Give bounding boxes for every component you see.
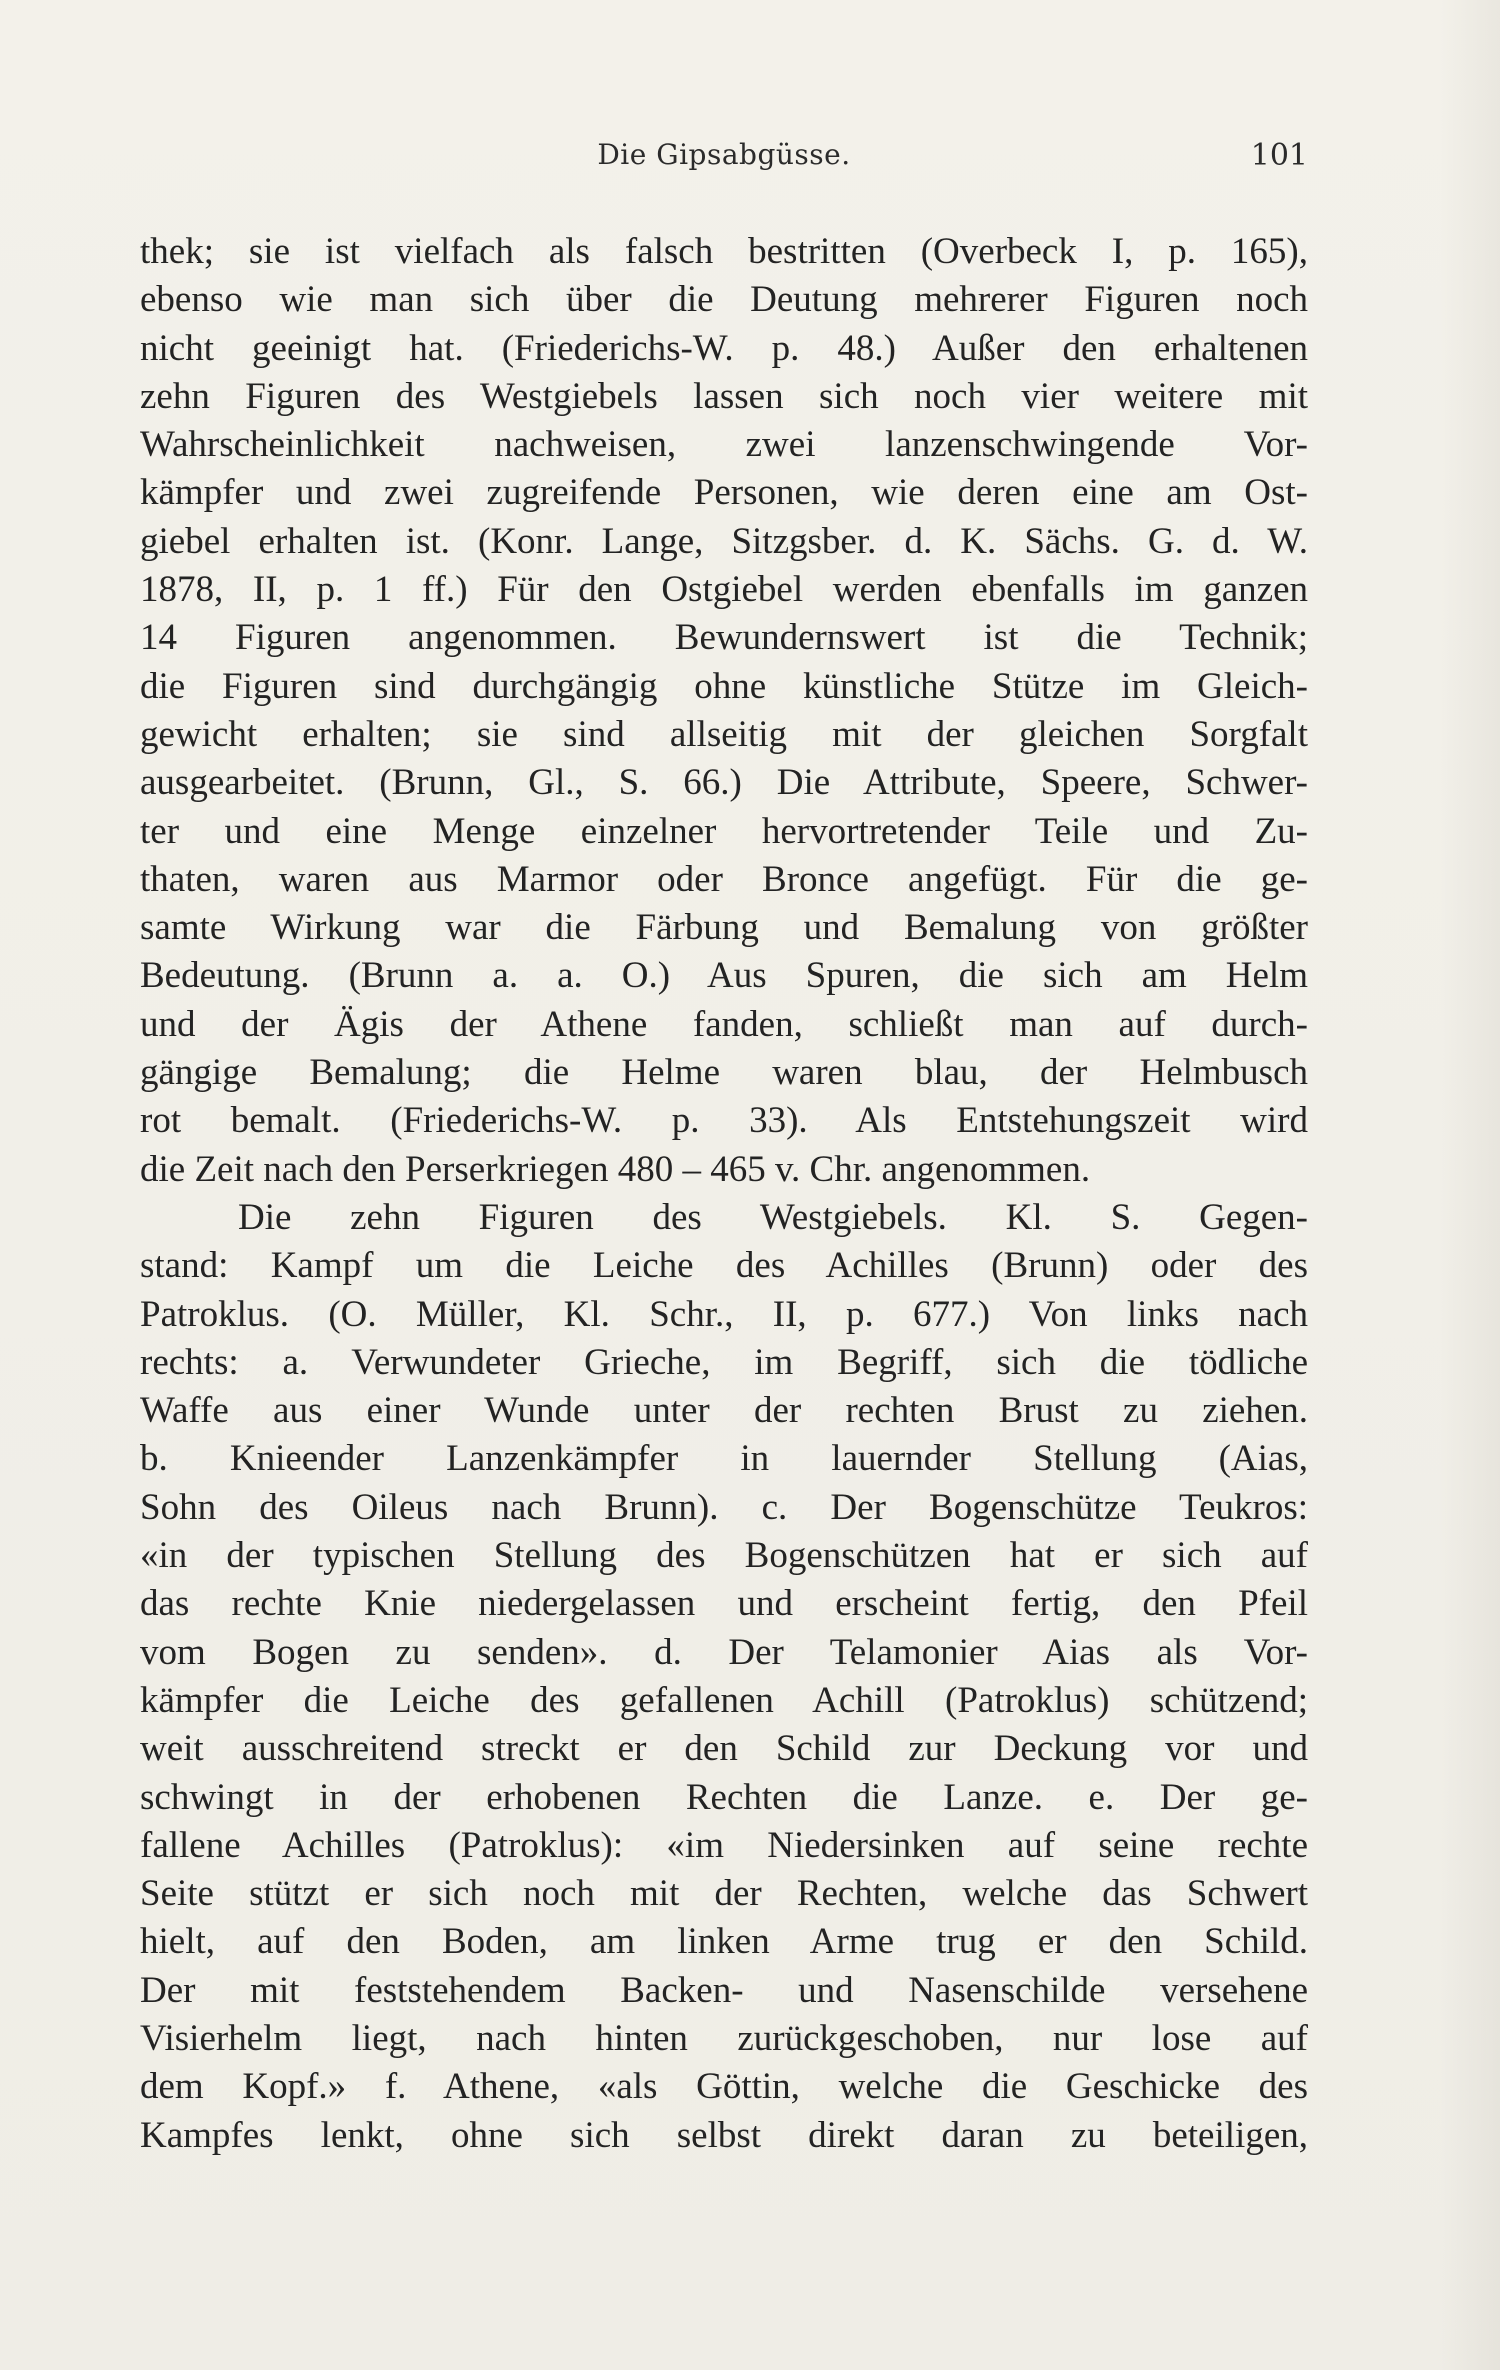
body-text <box>140 228 1308 2160</box>
paragraph-end-line: die Zeit nach den Perserkriegen 480 – 465 v. Chr. angenommen. <box>140 1148 1091 1190</box>
text-line: ausgearbeitet. (Brunn, Gl., S. 66.) Die Attribute, Speere, Schwer- <box>140 762 1308 804</box>
text-line: Patroklus. (O. Müller, Kl. Schr., II, p. 677.) Von links nach <box>140 1293 1308 1335</box>
text-line: samte Wirkung war die Färbung und Bemalung von größter <box>140 907 1308 949</box>
text-line: nicht geeinigt hat. (Friederichs-W. p. 48.) Außer den erhaltenen <box>140 327 1308 369</box>
running-title: Die Gipsabgüsse. <box>597 138 851 171</box>
text-line: rechts: a. Verwundeter Grieche, im Begriff, sich die tödliche <box>140 1341 1308 1383</box>
text-line: ter und eine Menge einzelner hervortretender Teile und Zu- <box>140 810 1308 852</box>
text-line: 1878, II, p. 1 ff.) Für den Ostgiebel werden ebenfalls im ganzen <box>140 569 1308 611</box>
text-line: Seite stützt er sich noch mit der Rechten, welche das Schwert <box>140 1873 1308 1915</box>
running-header <box>140 138 1308 188</box>
text-line: 14 Figuren angenommen. Bewundernswert ist die Technik; <box>140 617 1308 659</box>
text-line: schwingt in der erhobenen Rechten die Lanze. e. Der ge- <box>140 1776 1308 1818</box>
text-line: Wahrscheinlichkeit nachweisen, zwei lanzenschwingende Vor- <box>140 424 1308 466</box>
text-line: Visierhelm liegt, nach hinten zurückgeschoben, nur lose auf <box>140 2017 1308 2059</box>
text-line: «in der typischen Stellung des Bogenschützen hat er sich auf <box>140 1535 1308 1577</box>
paragraph-start-line: Die zehn Figuren des Westgiebels. Kl. S. Gegen- <box>238 1196 1308 1238</box>
text-line: hielt, auf den Boden, am linken Arme trug er den Schild. <box>140 1921 1308 1963</box>
text-line: Kampfes lenkt, ohne sich selbst direkt daran zu beteiligen, <box>140 2114 1308 2156</box>
text-line: Der mit feststehendem Backen- und Nasenschilde versehene <box>140 1969 1308 2011</box>
text-line: Waffe aus einer Wunde unter der rechten Brust zu ziehen. <box>140 1390 1308 1432</box>
text-line: thaten, waren aus Marmor oder Bronce angefügt. Für die ge- <box>140 858 1308 900</box>
text-line: Bedeutung. (Brunn a. a. O.) Aus Spuren, die sich am Helm <box>140 955 1308 997</box>
text-line: das rechte Knie niedergelassen und erscheint fertig, den Pfeil <box>140 1583 1308 1625</box>
text-line: kämpfer die Leiche des gefallenen Achill (Patroklus) schützend; <box>140 1679 1308 1721</box>
text-line: Sohn des Oileus nach Brunn). c. Der Bogenschütze Teukros: <box>140 1486 1308 1528</box>
text-line: dem Kopf.» f. Athene, «als Göttin, welche die Geschicke des <box>140 2066 1308 2108</box>
text-line: zehn Figuren des Westgiebels lassen sich noch vier weitere mit <box>140 375 1308 417</box>
text-line: gängige Bemalung; die Helme waren blau, der Helmbusch <box>140 1052 1308 1094</box>
text-line: vom Bogen zu senden». d. Der Telamonier Aias als Vor- <box>140 1631 1308 1673</box>
text-line: die Figuren sind durchgängig ohne künstliche Stütze im Gleich- <box>140 665 1308 707</box>
text-line: thek; sie ist vielfach als falsch bestritten (Overbeck I, p. 165), <box>140 231 1308 272</box>
text-line: fallene Achilles (Patroklus): «im Niedersinken auf seine rechte <box>140 1824 1308 1866</box>
text-line: b. Knieender Lanzenkämpfer in lauernder Stellung (Aias, <box>140 1438 1308 1480</box>
text-line: giebel erhalten ist. (Konr. Lange, Sitzgsber. d. K. Sächs. G. d. W. <box>140 520 1308 562</box>
text-line: stand: Kampf um die Leiche des Achilles (Brunn) oder des <box>140 1245 1308 1287</box>
text-line: gewicht erhalten; sie sind allseitig mit der gleichen Sorgfalt <box>140 713 1308 755</box>
text-line: und der Ägis der Athene fanden, schließt man auf durch- <box>140 1003 1308 1045</box>
text-line: rot bemalt. (Friederichs-W. p. 33). Als Entstehungszeit wird <box>140 1100 1308 1142</box>
text-line: ebenso wie man sich über die Deutung mehrerer Figuren noch <box>140 279 1308 321</box>
text-line: kämpfer und zwei zugreifende Personen, wie deren eine am Ost- <box>140 472 1308 514</box>
text-line: weit ausschreitend streckt er den Schild zur Deckung vor und <box>140 1728 1308 1770</box>
page-number: 101 <box>1250 138 1308 173</box>
page-edge-shadow <box>1440 0 1500 2370</box>
